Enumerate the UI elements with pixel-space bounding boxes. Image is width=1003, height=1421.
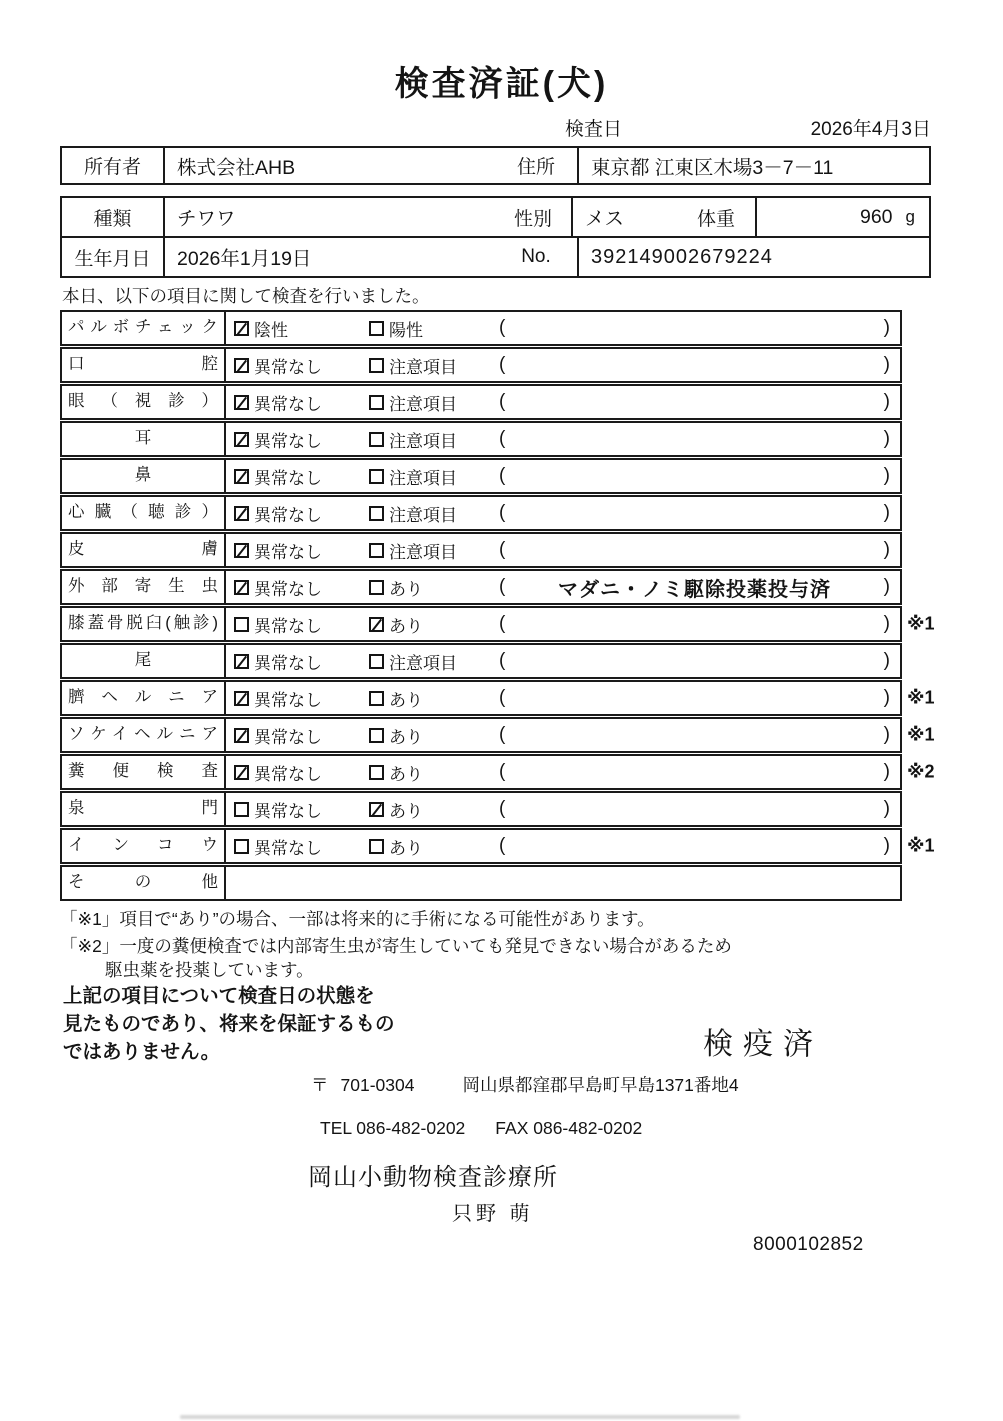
item-label: 耳 [62,423,226,455]
item-result [226,682,900,714]
paren-open: ( [499,502,506,523]
clinic-address-line [311,1072,739,1097]
option-normal [234,464,369,489]
disclaimer-line-2: 見たものであり、将来を保証するもの [63,1013,395,1035]
paren-open: ( [499,354,506,375]
owner-box [60,146,931,185]
checkbox-icon [234,358,249,373]
checkbox-icon [234,765,249,780]
option-label: 注意項目 [389,653,457,673]
paren-open: ( [499,428,506,449]
table-row-ectoparasites [60,569,902,605]
disclaimer-line-1: 上記の項目について検査日の状態を [63,985,375,1007]
footnote-mark: ※1 [907,835,935,856]
footnote-mark: ※1 [907,613,935,634]
checkbox-icon [234,802,249,817]
option-label: 陰性 [254,320,288,340]
option-normal [234,834,369,859]
checkbox-icon [234,654,249,669]
option-label: 注意項目 [389,505,457,525]
item-label: 尾 [62,645,226,677]
table-row-inkou [60,828,935,864]
paren-open: ( [499,465,506,486]
option-label: 異常なし [254,542,322,562]
checkbox-icon [234,839,249,854]
paren-open: ( [499,761,506,782]
sex-value: メス [585,208,625,230]
paren-open: ( [499,576,506,597]
checkbox-icon [369,691,384,706]
option-label: 異常なし [254,357,322,377]
table-row-nose [60,458,902,494]
paren-close: ) [883,761,890,782]
option-present [369,686,499,711]
checkbox-icon [369,469,384,484]
weight-number: 960 [859,205,893,228]
animal-info-box [60,196,931,278]
checkbox-icon [234,469,249,484]
option-label: あり [389,727,423,747]
option-caution [369,538,499,563]
birth-value: 2026年1月19日 [177,248,312,270]
option-normal [234,723,369,748]
disclaimer-line-3: ではありません。 [63,1041,221,1063]
clinic-name: 岡山小動物検査診療所 [308,1164,558,1191]
item-result [226,497,900,529]
item-result [226,349,900,381]
option-present [369,723,499,748]
paren-close: ) [883,798,890,819]
page-title: 検査済証(犬) [394,65,609,103]
option-caution [369,353,499,378]
document-code: 8000102852 [753,1234,864,1255]
option-label: 注意項目 [389,468,457,488]
option-label: 注意項目 [389,431,457,451]
item-result [226,719,900,751]
table-row-eyes [60,384,902,420]
checkbox-icon [369,839,384,854]
item-result [226,645,900,677]
checkbox-icon [369,432,384,447]
option-label: 異常なし [254,616,322,636]
option-present [369,575,499,600]
table-row-mouth [60,347,902,383]
option-label: 異常なし [254,394,322,414]
option-label: 異常なし [254,690,322,710]
no-label: No. [495,238,579,276]
clinic-address: 岡山県都窪郡早島町早島1371番地4 [462,1075,739,1095]
paren-close: ) [883,613,890,634]
item-result [226,571,900,603]
footnote-2: 「※2」一度の糞便検査では内部寄生虫が寄生していても発見できない場合があるため [60,936,732,956]
checkbox-icon [369,543,384,558]
item-result [226,423,900,455]
item-label: 泉門 [62,793,226,825]
paren-open: ( [499,539,506,560]
table-row-fecal-exam [60,754,935,790]
weight-value [757,198,929,236]
checkbox-icon [234,728,249,743]
item-label: 臍ヘルニア [62,682,226,714]
option-normal [234,760,369,785]
paren-open: ( [499,613,506,634]
clinic-tel: TEL 086-482-0202 [320,1118,466,1138]
option-present [369,834,499,859]
checkbox-icon [369,506,384,521]
clinic-fax: FAX 086-482-0202 [495,1118,643,1138]
item-result [226,830,900,862]
intro-text: 本日、以下の項目に関して検査を行いました。 [62,286,430,306]
paren-open: ( [499,724,506,745]
option-normal [234,649,369,674]
checkbox-icon [369,654,384,669]
footnote-2-continued: 駆虫薬を投薬しています。 [105,960,314,980]
postal-mark: 〒 [311,1075,329,1095]
paren-open: ( [499,650,506,671]
owner-value: 株式会社AHB [177,156,296,179]
disclaimer-text [63,982,395,1066]
option-present [369,797,499,822]
option-normal [234,686,369,711]
option-caution [369,427,499,452]
owner-label: 所有者 [62,148,165,183]
option-normal [234,575,369,600]
table-row-tail [60,643,902,679]
paren-close: ) [883,391,890,412]
inspection-date-value: 2026年4月3日 [810,119,931,140]
option-label: 陽性 [389,320,423,340]
no-value: 392149002679224 [591,245,773,268]
footnote-mark: ※1 [907,724,935,745]
item-result [226,460,900,492]
item-label: ソケイヘルニア [62,719,226,751]
checkbox-icon [369,765,384,780]
paren-close: ) [883,724,890,745]
item-label: 鼻 [62,460,226,492]
table-row-patella [60,606,935,642]
address-value: 東京都 江東区木場3－7－11 [591,156,834,179]
breed-label: 種類 [62,198,165,236]
option-label: 異常なし [254,431,322,451]
checkbox-icon [234,432,249,447]
scan-artifact [180,1415,740,1419]
table-row-inguinal-hernia [60,717,935,753]
option-present [369,760,499,785]
option-label: あり [389,690,423,710]
option-present [369,612,499,637]
item-note: マダニ・ノミ駆除投薬投与済 [558,578,831,601]
checkbox-icon [369,617,384,632]
option-normal [234,538,369,563]
option-label: あり [389,838,423,858]
item-label: インコウ [62,830,226,862]
paren-close: ) [883,576,890,597]
checkbox-icon [369,580,384,595]
option-label: 異常なし [254,468,322,488]
option-caution [369,464,499,489]
item-result [226,756,900,788]
checkbox-icon [234,580,249,595]
option-normal [234,427,369,452]
option-normal [234,797,369,822]
inspection-date-label: 検査日 [565,119,623,140]
item-label: 心臓（聴診） [62,497,226,529]
item-label: 口腔 [62,349,226,381]
paren-open: ( [499,317,506,338]
option-label: 異常なし [254,764,322,784]
breed-value: チワワ [177,208,236,230]
checkbox-icon [234,506,249,521]
veterinarian-name: 只野 萌 [452,1203,534,1225]
item-label: 眼（視診） [62,386,226,418]
option-label: 注意項目 [389,394,457,414]
item-result [226,608,900,640]
option-normal [234,390,369,415]
paren-close: ) [883,317,890,338]
address-label: 住所 [495,148,579,183]
option-negative [234,316,369,341]
weight-label: 体重 [677,198,757,236]
item-result-empty [226,867,900,899]
option-label: 注意項目 [389,357,457,377]
footnote-mark: ※1 [907,687,935,708]
table-row-heart [60,495,902,531]
paren-open: ( [499,391,506,412]
option-normal [234,353,369,378]
checkbox-icon [234,691,249,706]
paren-open: ( [499,798,506,819]
option-label: あり [389,801,423,821]
item-label: 外部寄生虫 [62,571,226,603]
birth-label: 生年月日 [62,238,165,276]
breed-row [62,198,929,238]
table-row-fontanelle [60,791,902,827]
option-label: 異常なし [254,801,322,821]
option-label: 異常なし [254,838,322,858]
checkbox-icon [234,321,249,336]
option-normal [234,501,369,526]
item-label: パルボチェック [62,312,226,344]
paren-close: ) [883,835,890,856]
paren-close: ) [883,502,890,523]
checkbox-icon [369,395,384,410]
paren-close: ) [883,465,890,486]
option-label: 注意項目 [389,542,457,562]
sex-label: 性別 [495,198,573,236]
item-result [226,312,900,344]
table-row-ears [60,421,902,457]
checkbox-icon [234,543,249,558]
item-result [226,534,900,566]
option-positive [369,316,499,341]
item-result [226,386,900,418]
checkbox-icon [369,358,384,373]
paren-open: ( [499,687,506,708]
option-label: 異常なし [254,579,322,599]
checkbox-icon [234,617,249,632]
postal-code: 701-0304 [340,1075,415,1095]
option-caution [369,390,499,415]
table-row-umbilical-hernia [60,680,935,716]
check-table [60,310,935,902]
checkbox-icon [234,395,249,410]
paren-open: ( [499,835,506,856]
checkbox-icon [369,321,384,336]
option-caution [369,649,499,674]
paren-close: ) [883,428,890,449]
option-normal [234,612,369,637]
paren-close: ) [883,687,890,708]
table-row-skin [60,532,902,568]
option-label: あり [389,616,423,636]
item-result [226,793,900,825]
table-row-parvo [60,310,902,346]
option-label: あり [389,764,423,784]
item-label: その他 [62,867,226,899]
item-label: 糞便検査 [62,756,226,788]
quarantine-passed-stamp: 検疫済 [703,1028,823,1061]
option-label: 異常なし [254,505,322,525]
paren-close: ) [883,539,890,560]
clinic-telfax-line [320,1118,642,1139]
item-label: 皮膚 [62,534,226,566]
table-row-other [60,865,902,901]
footnote-1: 「※1」項目で“あり”の場合、一部は将来的に手術になる可能性があります。 [60,909,655,929]
checkbox-icon [369,802,384,817]
paren-close: ) [883,650,890,671]
birth-row [62,238,929,276]
weight-unit: g [905,207,915,226]
option-caution [369,501,499,526]
option-label: あり [389,579,423,599]
option-label: 異常なし [254,653,322,673]
option-label: 異常なし [254,727,322,747]
checkbox-icon [369,728,384,743]
paren-close: ) [883,354,890,375]
item-label: 膝蓋骨脱臼(触診) [62,608,226,640]
footnote-mark: ※2 [907,761,935,782]
